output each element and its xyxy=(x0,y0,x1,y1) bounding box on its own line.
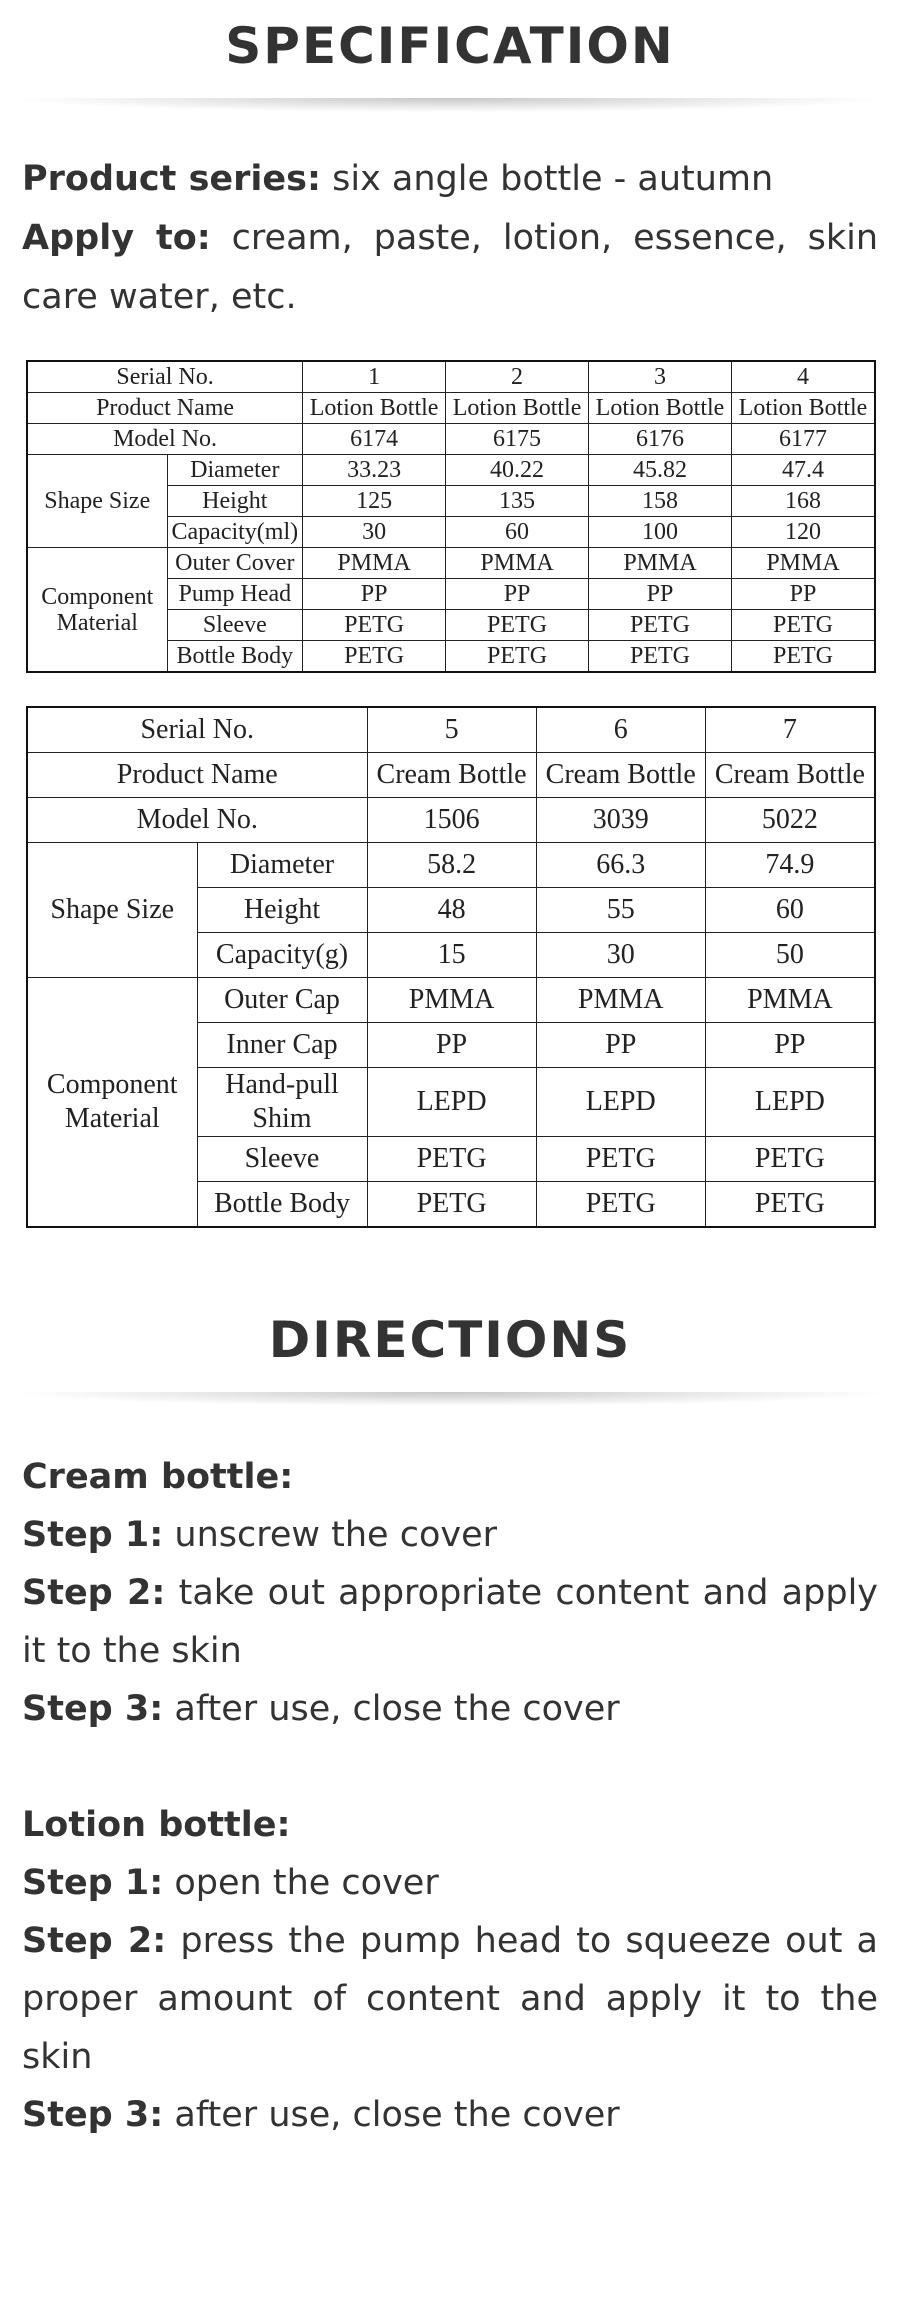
serial-label: Serial No. xyxy=(27,361,303,393)
product-series-line xyxy=(22,150,878,209)
table-cell: 55 xyxy=(536,888,705,933)
table-cell: 6175 xyxy=(446,424,589,455)
table-cell: 4 xyxy=(731,361,875,393)
table-cell: PETG xyxy=(589,641,732,673)
diameter-label: Diameter xyxy=(167,455,303,486)
table-cell: PETG xyxy=(303,610,446,641)
model-label: Model No. xyxy=(27,424,303,455)
table-cell: Lotion Bottle xyxy=(303,393,446,424)
table-cell: PETG xyxy=(536,1137,705,1182)
table-cell: 7 xyxy=(705,707,875,753)
directions-title: DIRECTIONS xyxy=(268,1311,632,1369)
table-row xyxy=(27,548,875,579)
table-cell: Lotion Bottle xyxy=(589,393,732,424)
step-text: take out appropriate content and apply it to the skin xyxy=(22,1573,879,1671)
table-cell: LEPD xyxy=(536,1068,705,1137)
table-cell: 15 xyxy=(367,933,536,978)
table-row xyxy=(27,424,875,455)
table-cell: PMMA xyxy=(367,978,536,1023)
bottle-body-label: Bottle Body xyxy=(197,1182,367,1228)
table-cell: PETG xyxy=(446,641,589,673)
height-label: Height xyxy=(197,888,367,933)
cream-step-1 xyxy=(22,1506,878,1564)
apply-to-label: Apply to: xyxy=(22,218,211,258)
product-series-value: six angle bottle - autumn xyxy=(321,159,774,199)
cream-spec-table xyxy=(26,706,876,1228)
table-row xyxy=(27,978,875,1023)
table-row xyxy=(27,707,875,753)
cream-bottle-heading: Cream bottle: xyxy=(22,1457,294,1497)
product-name-label: Product Name xyxy=(27,753,367,798)
step-label: Step 3: xyxy=(22,1689,164,1729)
step-label: Step 1: xyxy=(22,1863,164,1903)
shape-size-label: Shape Size xyxy=(27,455,167,548)
cream-step-3 xyxy=(22,1680,878,1738)
table-cell: PMMA xyxy=(589,548,732,579)
table-cell: PETG xyxy=(536,1182,705,1228)
step-text: open the cover xyxy=(163,1863,439,1903)
table-cell: 2 xyxy=(446,361,589,393)
product-intro xyxy=(0,112,900,327)
table-cell: PETG xyxy=(589,610,732,641)
table-cell: 58.2 xyxy=(367,843,536,888)
table-cell: PETG xyxy=(731,610,875,641)
table-cell: PP xyxy=(536,1023,705,1068)
capacity-label: Capacity(g) xyxy=(197,933,367,978)
pump-head-label: Pump Head xyxy=(167,579,303,610)
table-cell: 3 xyxy=(589,361,732,393)
table-cell: PMMA xyxy=(705,978,875,1023)
table-cell: 120 xyxy=(731,517,875,548)
apply-to-value: cream, paste, lotion, essence, skin care water, etc. xyxy=(22,218,879,317)
table-cell: PMMA xyxy=(536,978,705,1023)
table-row xyxy=(27,361,875,393)
specification-title: SPECIFICATION xyxy=(225,17,675,75)
table-cell: 168 xyxy=(731,486,875,517)
table-cell: 45.82 xyxy=(589,455,732,486)
table-cell: PP xyxy=(367,1023,536,1068)
table-cell: 135 xyxy=(446,486,589,517)
table-cell: 5 xyxy=(367,707,536,753)
table-cell: 40.22 xyxy=(446,455,589,486)
table-cell: PETG xyxy=(446,610,589,641)
component-material-label: Component Material xyxy=(27,548,167,673)
title-divider xyxy=(20,98,880,112)
table-cell: 60 xyxy=(705,888,875,933)
serial-label: Serial No. xyxy=(27,707,367,753)
table-cell: 158 xyxy=(589,486,732,517)
table-cell: 50 xyxy=(705,933,875,978)
model-label: Model No. xyxy=(27,798,367,843)
table-cell: PP xyxy=(446,579,589,610)
table-cell: 6176 xyxy=(589,424,732,455)
table-cell: PMMA xyxy=(731,548,875,579)
table-cell: PP xyxy=(731,579,875,610)
table-cell: 6177 xyxy=(731,424,875,455)
table-row xyxy=(27,455,875,486)
lotion-step-2 xyxy=(22,1912,878,2086)
component-material-label: Component Material xyxy=(27,978,197,1228)
table-row xyxy=(27,843,875,888)
capacity-label: Capacity(ml) xyxy=(167,517,303,548)
table-cell: 60 xyxy=(446,517,589,548)
outer-cap-label: Outer Cap xyxy=(197,978,367,1023)
step-text: after use, close the cover xyxy=(163,1689,620,1729)
title-divider xyxy=(20,1392,880,1406)
outer-cover-label: Outer Cover xyxy=(167,548,303,579)
table-cell: 48 xyxy=(367,888,536,933)
lotion-spec-table xyxy=(26,360,876,673)
table-cell: PETG xyxy=(705,1137,875,1182)
table-cell: 74.9 xyxy=(705,843,875,888)
table-cell: Lotion Bottle xyxy=(446,393,589,424)
lotion-bottle-heading: Lotion bottle: xyxy=(22,1805,291,1845)
spacer xyxy=(22,1738,878,1796)
product-name-label: Product Name xyxy=(27,393,303,424)
table-cell: 30 xyxy=(536,933,705,978)
table-cell: 66.3 xyxy=(536,843,705,888)
table-cell: Cream Bottle xyxy=(367,753,536,798)
lotion-step-3 xyxy=(22,2086,878,2144)
step-text: unscrew the cover xyxy=(163,1515,497,1555)
table-cell: 30 xyxy=(303,517,446,548)
bottle-body-label: Bottle Body xyxy=(167,641,303,673)
step-text: after use, close the cover xyxy=(163,2095,620,2135)
step-text: press the pump head to squeeze out a proper amount of content and apply it to the skin xyxy=(22,1921,878,2077)
table-cell: PP xyxy=(303,579,446,610)
table-cell: LEPD xyxy=(367,1068,536,1137)
table-cell: PP xyxy=(589,579,732,610)
table-cell: 6174 xyxy=(303,424,446,455)
table-cell: 47.4 xyxy=(731,455,875,486)
inner-cap-label: Inner Cap xyxy=(197,1023,367,1068)
sleeve-label: Sleeve xyxy=(167,610,303,641)
table-cell: 33.23 xyxy=(303,455,446,486)
table-cell: PMMA xyxy=(303,548,446,579)
table-cell: PETG xyxy=(367,1182,536,1228)
table-row xyxy=(27,393,875,424)
step-label: Step 3: xyxy=(22,2095,164,2135)
table-cell: 1506 xyxy=(367,798,536,843)
table-cell: LEPD xyxy=(705,1068,875,1137)
lotion-step-1 xyxy=(22,1854,878,1912)
table-cell: Cream Bottle xyxy=(536,753,705,798)
table-cell: 1 xyxy=(303,361,446,393)
sleeve-label: Sleeve xyxy=(197,1137,367,1182)
table-cell: 3039 xyxy=(536,798,705,843)
table-cell: PMMA xyxy=(446,548,589,579)
step-label: Step 2: xyxy=(22,1573,166,1613)
height-label: Height xyxy=(167,486,303,517)
table-cell: PETG xyxy=(705,1182,875,1228)
step-label: Step 2: xyxy=(22,1921,167,1961)
table-cell: 125 xyxy=(303,486,446,517)
table-cell: PETG xyxy=(303,641,446,673)
table-cell: PP xyxy=(705,1023,875,1068)
table-cell: 6 xyxy=(536,707,705,753)
diameter-label: Diameter xyxy=(197,843,367,888)
step-label: Step 1: xyxy=(22,1515,164,1555)
apply-to-line xyxy=(22,209,878,327)
table-row xyxy=(27,753,875,798)
table-cell: 100 xyxy=(589,517,732,548)
table-cell: Cream Bottle xyxy=(705,753,875,798)
table-cell: Lotion Bottle xyxy=(731,393,875,424)
table-row xyxy=(27,798,875,843)
shape-size-label: Shape Size xyxy=(27,843,197,978)
directions-content xyxy=(0,1406,900,2144)
table-cell: PETG xyxy=(367,1137,536,1182)
product-series-label: Product series: xyxy=(22,159,321,199)
cream-step-2 xyxy=(22,1564,878,1680)
hand-pull-shim-label: Hand-pull Shim xyxy=(197,1068,367,1137)
table-cell: 5022 xyxy=(705,798,875,843)
table-cell: PETG xyxy=(731,641,875,673)
